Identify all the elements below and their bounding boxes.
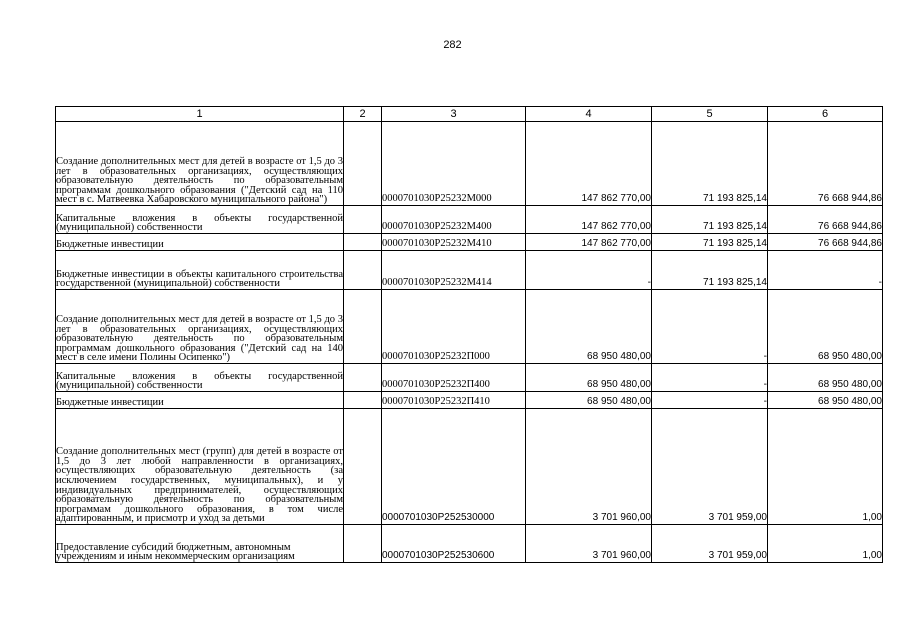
row-name: Бюджетные инвестиции — [56, 392, 344, 409]
row-col4: 147 862 770,00 — [526, 206, 652, 234]
row-code: 0000701030P25232M414 — [382, 251, 526, 290]
row-col2 — [344, 206, 382, 234]
row-col5: 71 193 825,14 — [652, 251, 768, 290]
budget-table — [55, 106, 883, 563]
row-name: Создание дополнительных мест для детей в возрасте от 1,5 до 3 лет в образовательных организациях, осуществляющих образовательную деятельность по образовательным программам дошкольного образования ("Детский сад на 140 мест в селе имени Полины Осипенко") — [56, 290, 344, 364]
page-number: 282 — [443, 39, 462, 51]
row-col6: 76 668 944,86 — [768, 122, 883, 206]
row-col5: 71 193 825,14 — [652, 206, 768, 234]
row-name: Создание дополнительных мест для детей в возрасте от 1,5 до 3 лет в образовательных организациях, осуществляющих образовательную деятельность по образовательным программам дошкольного образования ("Детский сад на 110 мест в с. Матвеевка Хабаровского муниципального района") — [56, 122, 344, 206]
table-row — [56, 392, 883, 409]
column-header-1: 1 — [56, 107, 344, 122]
row-col4: 68 950 480,00 — [526, 392, 652, 409]
row-col2 — [344, 290, 382, 364]
row-col6: 76 668 944,86 — [768, 234, 883, 251]
row-name: Капитальные вложения в объекты государственной (муниципальной) собственности — [56, 206, 344, 234]
row-code: 0000701030P25232П000 — [382, 290, 526, 364]
row-col2 — [344, 234, 382, 251]
table-row — [56, 525, 883, 563]
table-row — [56, 122, 883, 206]
row-col2 — [344, 392, 382, 409]
row-name: Бюджетные инвестиции — [56, 234, 344, 251]
row-col4: 147 862 770,00 — [526, 122, 652, 206]
table-row — [56, 409, 883, 525]
row-col5: 3 701 959,00 — [652, 525, 768, 563]
row-col6: 1,00 — [768, 409, 883, 525]
table-header-row — [56, 107, 883, 122]
row-col5: - — [652, 290, 768, 364]
row-name: Капитальные вложения в объекты государственной (муниципальной) собственности — [56, 364, 344, 392]
row-col4: 3 701 960,00 — [526, 409, 652, 525]
row-col4: 68 950 480,00 — [526, 364, 652, 392]
row-col4: 147 862 770,00 — [526, 234, 652, 251]
row-col2 — [344, 525, 382, 563]
row-code: 0000701030P25232M410 — [382, 234, 526, 251]
row-col4: 68 950 480,00 — [526, 290, 652, 364]
row-col2 — [344, 122, 382, 206]
column-header-3: 3 — [382, 107, 526, 122]
row-col6: 68 950 480,00 — [768, 290, 883, 364]
column-header-6: 6 — [768, 107, 883, 122]
row-name: Предоставление субсидий бюджетным, автономным учреждениям и иным некоммерческим организациям — [56, 525, 344, 563]
row-code: 0000701030P25232П410 — [382, 392, 526, 409]
row-code: 0000701030P252530000 — [382, 409, 526, 525]
row-col6: 1,00 — [768, 525, 883, 563]
row-code: 0000701030P25232M000 — [382, 122, 526, 206]
table-row — [56, 251, 883, 290]
row-col4: 3 701 960,00 — [526, 525, 652, 563]
table-row — [56, 234, 883, 251]
table-row — [56, 290, 883, 364]
table-row — [56, 364, 883, 392]
row-col6: 68 950 480,00 — [768, 364, 883, 392]
row-col6: - — [768, 251, 883, 290]
column-header-5: 5 — [652, 107, 768, 122]
row-col5: 71 193 825,14 — [652, 234, 768, 251]
table-row — [56, 206, 883, 234]
row-col6: 76 668 944,86 — [768, 206, 883, 234]
row-col5: 71 193 825,14 — [652, 122, 768, 206]
row-col6: 68 950 480,00 — [768, 392, 883, 409]
row-col5: 3 701 959,00 — [652, 409, 768, 525]
row-col4: - — [526, 251, 652, 290]
row-col2 — [344, 364, 382, 392]
row-code: 0000701030P252530600 — [382, 525, 526, 563]
row-col2 — [344, 251, 382, 290]
column-header-4: 4 — [526, 107, 652, 122]
row-name: Бюджетные инвестиции в объекты капитального строительства государственной (муниципальной) собственности — [56, 251, 344, 290]
row-col2 — [344, 409, 382, 525]
row-col5: - — [652, 364, 768, 392]
column-header-2: 2 — [344, 107, 382, 122]
row-name: Создание дополнительных мест (групп) для детей в возрасте от 1,5 до 3 лет любой направленности в организациях, осуществляющих образовательную деятельность (за исключением государственных, муниципальных), и у индивидуальных предпринимателей, осуществляющих образовательную деятельность по образовательным программам дошкольного образования, в том числе адаптированным, и присмотр и уход за детьми — [56, 409, 344, 525]
row-col5: - — [652, 392, 768, 409]
row-code: 0000701030P25232П400 — [382, 364, 526, 392]
row-code: 0000701030P25232M400 — [382, 206, 526, 234]
